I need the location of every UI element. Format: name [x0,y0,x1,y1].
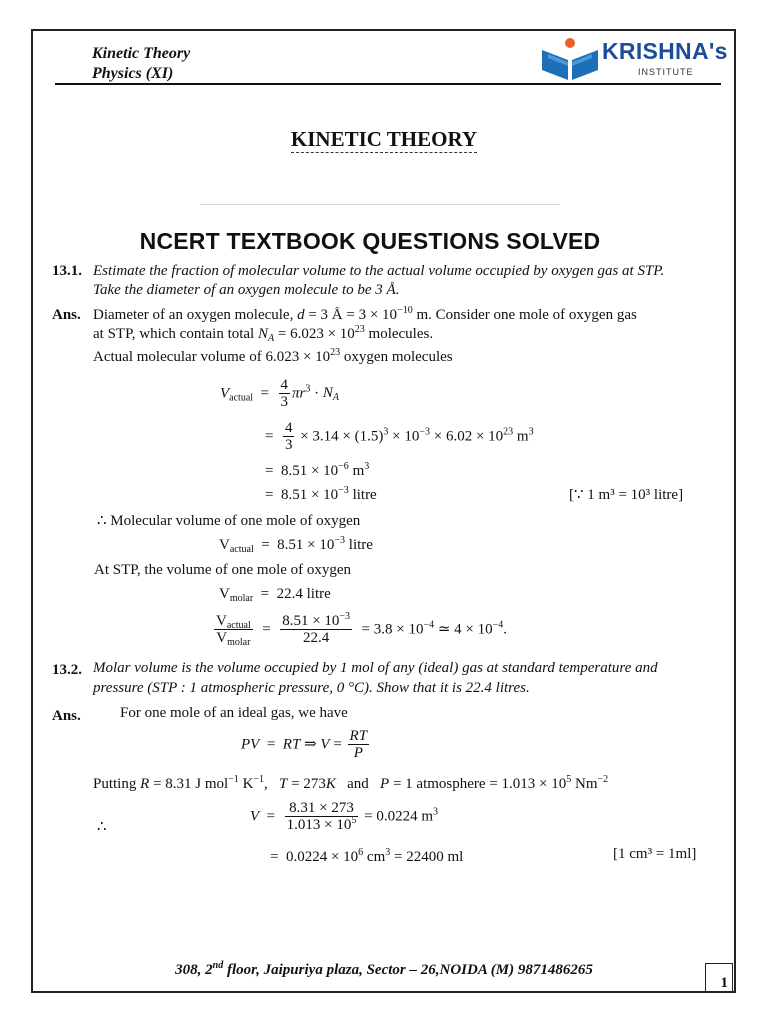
answer-text-line: Putting R = 8.31 J mol$^{-1}$ $K^{-1}$, T = 273K and P = 1 atmosphere = $1.013 \times 10^5$ $Nm^{-2}$ [93,774,609,792]
institute-logo [540,36,728,82]
equation: $V_{actual} = 8.51 \times 10^{-3}$ litre [219,535,373,555]
question-text-line: Molar volume is the volume occupied by 1 mol of any (ideal) gas at standard temperature and [93,660,658,676]
question-text-line: Take the diameter of an oxygen molecule to be 3 Å. [93,282,400,298]
therefore-symbol: ∴ [97,819,107,835]
unit-note: [∵ 1 m³ = 10³ litre] [569,487,684,503]
equation: $\frac{V_{actual}}{V_{molar}}$ = $\frac{8.51 \times 10^{-3}}{22.4}$ = $3.8 \times 10^{-4}$ ≃ $4 \times 10^{-4}$. [216,611,508,648]
logo-name: KRISHNA's [602,38,728,64]
unit-note: [1 cm³ = 1ml] [613,846,697,862]
equation: $V_{molar} = 22.4$ litre [219,586,331,604]
question-number: 13.2. [52,662,82,678]
divider [200,204,560,205]
section-heading: NCERT TEXTBOOK QUESTIONS SOLVED [139,228,601,254]
answer-text-line: ∴ Molecular volume of one mole of oxygen [97,513,361,529]
header-divider [55,83,721,85]
question-text-line: Estimate the fraction of molecular volume to the actual volume occupied by oxygen gas at STP. [93,263,665,279]
header-class: Physics (XI) [92,65,174,82]
header-chapter: Kinetic Theory [92,45,191,62]
answer-label: Ans. [52,307,81,323]
page-title: KINETIC THEORY [290,127,478,151]
equation: = $8.51 \times 10^{-6}$ $m^3$ [265,461,370,479]
answer-text-line: At STP, the volume of one mole of oxygen [94,562,352,578]
question-text-line: pressure (STP : 1 atmospheric pressure, 0 °C). Show that it is 22.4 litres. [93,680,530,696]
header-subject [92,44,190,84]
answer-text-line: at STP, which contain total $N_A = 6.023 \times 10^{23}$ molecules. [93,324,434,344]
answer-text-line: Diameter of an oxygen molecule, d = 3 Å = $3 \times 10^{-10}$ m. Consider one mole of oxygen gas [93,305,637,323]
footer-address: 308, 2nd floor, Jaipuriya plaza, Sector – 26,NOIDA (M) 9871486265 [175,960,593,978]
equation: V = $\frac{8.31 \times 273}{1.013 \times 10^5}$ = 0.0224 $m^3$ [250,800,438,833]
page-number: 1 [705,963,733,993]
answer-text-line: Actual molecular volume of $6.023 \times 10^{23}$ oxygen molecules [93,347,453,365]
logo-subtitle: INSTITUTE [638,67,694,77]
equation: = $8.51 \times 10^{-3}$ litre [265,485,377,503]
equation: = $\frac{4}{3}$ × $3.14 \times (1.5)^3 \times 10^{-3} \times 6.02 \times 10^{23}$ $m^3$ [265,420,534,453]
answer-text-line: For one mole of an ideal gas, we have [120,705,348,721]
equation: $V_{actual}$ = $\frac{4}{3}$ $\pi r^3 \cdot N_A$ [220,377,339,410]
question-number: 13.1. [52,263,82,279]
answer-label: Ans. [52,708,81,724]
equation: = $0.0224 \times 10^6$ $cm^3 = 22400$ ml [270,847,464,865]
equation: PV = RT ⇒ V = $\frac{RT}{P}$ [241,728,368,761]
book-logo-icon [540,36,600,82]
